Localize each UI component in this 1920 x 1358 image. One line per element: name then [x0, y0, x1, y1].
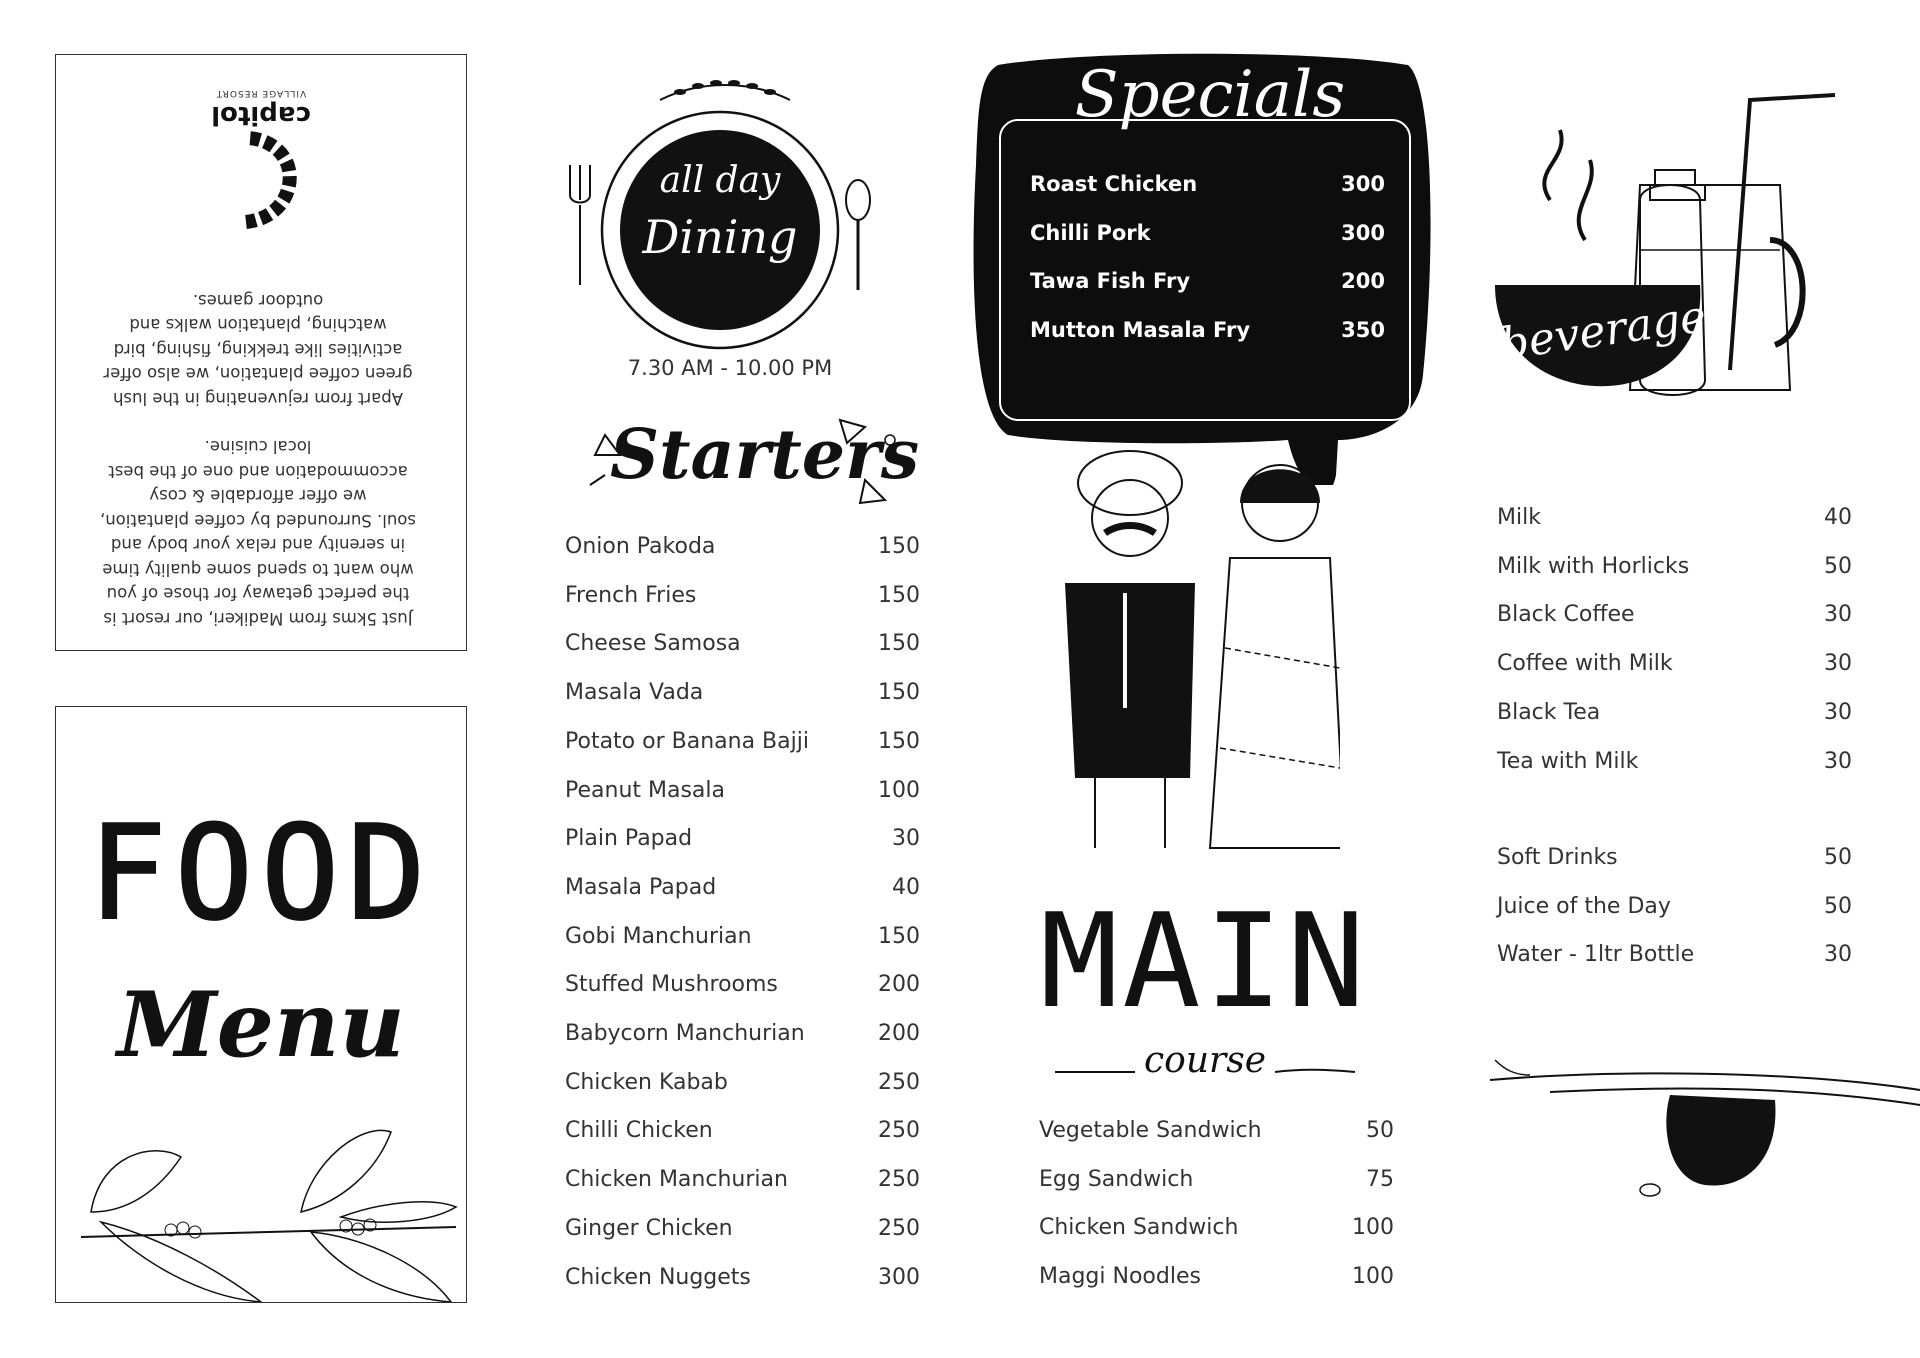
menu-item-row: [1497, 505, 1852, 530]
coffee-branch-illustration: [61, 1102, 461, 1302]
menu-item-price: 200: [878, 972, 920, 998]
menu-item-row: [1497, 845, 1852, 870]
about-paragraph-2: Apart from rejuvenating in the lush green coffee plantation, we also offer activities like trekking, fishing, bird watching, plantation walks and outdoor games.: [103, 291, 413, 408]
menu-item-price: 200: [1341, 269, 1385, 293]
menu-item-price: 75: [1366, 1166, 1394, 1192]
beehive-illustration: [1490, 1040, 1920, 1215]
menu-item-row: [565, 875, 920, 900]
brand-name: capitol: [211, 100, 311, 130]
menu-item-row: [565, 729, 920, 754]
main-heading: MAIN: [1040, 885, 1370, 1037]
menu-item-name: Mutton Masala Fry: [1030, 317, 1251, 342]
menu-item-name: Black Coffee: [1497, 602, 1635, 628]
menu-item-name: Gobi Manchurian: [565, 923, 752, 949]
brand-subtitle: VILLAGE RESORT: [215, 88, 307, 98]
menu-item-row: [565, 924, 920, 949]
menu-item-price: 100: [1352, 1264, 1394, 1290]
menu-item-price: 50: [1366, 1118, 1394, 1143]
menu-item-price: 300: [1341, 172, 1385, 196]
course-subheading: course: [1143, 1040, 1266, 1081]
menu-item-row: [1497, 749, 1852, 774]
menu-item-price: 30: [1824, 748, 1852, 774]
menu-item-name: Stuffed Mushrooms: [565, 972, 778, 998]
menu-item-name: Coffee with Milk: [1497, 651, 1673, 677]
menu-item-row: [1497, 894, 1852, 919]
menu-item-name: Tawa Fish Fry: [1030, 269, 1191, 293]
menu-item-price: 100: [878, 777, 920, 803]
about-rotated: [56, 55, 466, 650]
menu-item-name: Chilli Pork: [1030, 220, 1151, 245]
about-paragraph-1: Just 5kms from Madikeri, our resort is the perfect getaway for those of you who want to spend some quality time in serenity and relax your body and soul. Surrounded by coffee plantation, we offer affordable & cosy accommodation and one of the best local cuisine.: [99, 437, 417, 628]
menu-item-row: [565, 680, 920, 705]
menu-item-price: 150: [878, 680, 920, 706]
menu-item-name: Chicken Nuggets: [565, 1264, 751, 1290]
brand-crescent-icon: [221, 130, 301, 230]
menu-item-row: [565, 1216, 920, 1241]
menu-item-price: 50: [1824, 553, 1852, 579]
menu-item-name: Chicken Sandwich: [1039, 1215, 1239, 1241]
dining-hours: 7.30 AM - 10.00 PM: [627, 356, 833, 380]
menu-item-price: 200: [878, 1021, 920, 1046]
menu-item-row: [565, 1021, 920, 1046]
menu-item-name: Water - 1ltr Bottle: [1497, 942, 1695, 968]
menu-item-price: 250: [878, 1215, 920, 1241]
about-text: [98, 264, 418, 631]
menu-item-price: 150: [878, 631, 920, 657]
menu-item-row: [1039, 1167, 1394, 1192]
menu-item-name: French Fries: [565, 582, 697, 608]
all-day-line2: Dining: [642, 210, 798, 264]
menu-item-price: 250: [878, 1118, 920, 1144]
menu-item-row: [1030, 269, 1385, 293]
menu-item-name: Masala Vada: [565, 680, 704, 706]
menu-item-name: Maggi Noodles: [1039, 1264, 1201, 1290]
menu-item-row: [1030, 221, 1385, 245]
menu-item-row: [1030, 318, 1385, 342]
starters-heading: Starters: [610, 415, 920, 495]
cover-title-menu: Menu: [117, 972, 405, 1078]
menu-item-row: [1030, 172, 1385, 196]
menu-item-price: 150: [878, 582, 920, 608]
menu-item-name: Chicken Kabab: [565, 1069, 728, 1095]
menu-item-name: Egg Sandwich: [1039, 1166, 1194, 1192]
menu-item-name: Chilli Chicken: [565, 1118, 713, 1144]
menu-item-price: 50: [1824, 893, 1852, 919]
menu-item-price: 30: [1824, 942, 1852, 968]
menu-item-price: 250: [878, 1069, 920, 1095]
menu-item-row: [1497, 700, 1852, 725]
menu-item-name: Peanut Masala: [565, 777, 726, 803]
cover-title-food: FOOD: [88, 797, 434, 949]
menu-item-name: Onion Pakoda: [565, 534, 716, 559]
menu-item-name: Plain Papad: [565, 826, 693, 852]
menu-item-row: [565, 1118, 920, 1143]
menu-item-row: [565, 972, 920, 997]
menu-item-name: Cheese Samosa: [565, 631, 741, 657]
menu-item-price: 150: [878, 728, 920, 754]
cover-panel: [55, 706, 467, 1303]
menu-item-row: [565, 1070, 920, 1095]
menu-item-row: [1497, 554, 1852, 579]
menu-item-row: [1039, 1118, 1394, 1143]
menu-item-price: 40: [892, 874, 920, 900]
menu-item-row: [565, 631, 920, 656]
course-swash: [1055, 1062, 1360, 1082]
menu-item-row: [565, 1167, 920, 1192]
menu-item-name: Black Tea: [1497, 699, 1601, 725]
menu-item-price: 30: [892, 826, 920, 852]
menu-item-row: [565, 826, 920, 851]
menu-item-name: Masala Papad: [565, 874, 717, 900]
menu-item-row: [1497, 942, 1852, 967]
couple-illustration: [1050, 448, 1340, 868]
menu-item-name: Soft Drinks: [1497, 845, 1618, 870]
menu-item-name: Chicken Manchurian: [565, 1167, 788, 1193]
menu-item-row: [565, 583, 920, 608]
about-panel: [55, 54, 467, 651]
menu-item-row: [1039, 1215, 1394, 1240]
menu-item-price: 300: [1341, 220, 1385, 245]
menu-item-row: [1039, 1264, 1394, 1289]
menu-item-name: Vegetable Sandwich: [1039, 1118, 1262, 1143]
menu-item-name: Potato or Banana Bajji: [565, 728, 809, 754]
menu-item-name: Ginger Chicken: [565, 1215, 733, 1241]
menu-item-name: Roast Chicken: [1030, 172, 1198, 196]
specials-heading: Specials: [1074, 58, 1346, 132]
menu-item-price: 40: [1824, 505, 1852, 530]
all-day-line1: all day: [659, 160, 781, 201]
menu-item-row: [1497, 651, 1852, 676]
menu-item-price: 30: [1824, 651, 1852, 677]
menu-item-name: Tea with Milk: [1497, 748, 1639, 774]
menu-item-price: 30: [1824, 699, 1852, 725]
menu-item-price: 30: [1824, 602, 1852, 628]
menu-item-price: 150: [878, 923, 920, 949]
menu-item-name: Juice of the Day: [1497, 893, 1671, 919]
beverages-heading: beverages: [1497, 287, 1732, 371]
menu-item-row: [1497, 602, 1852, 627]
menu-item-price: 250: [878, 1167, 920, 1193]
menu-item-price: 300: [878, 1264, 920, 1290]
menu-item-name: Milk: [1497, 505, 1541, 530]
menu-item-row: [565, 534, 920, 559]
menu-item-row: [565, 1265, 920, 1290]
menu-item-price: 100: [1352, 1215, 1394, 1241]
menu-item-name: Milk with Horlicks: [1497, 553, 1690, 579]
menu-item-row: [565, 778, 920, 803]
menu-item-price: 50: [1824, 845, 1852, 870]
menu-item-name: Babycorn Manchurian: [565, 1021, 805, 1046]
menu-item-price: 150: [878, 534, 920, 559]
menu-item-price: 350: [1341, 317, 1385, 342]
